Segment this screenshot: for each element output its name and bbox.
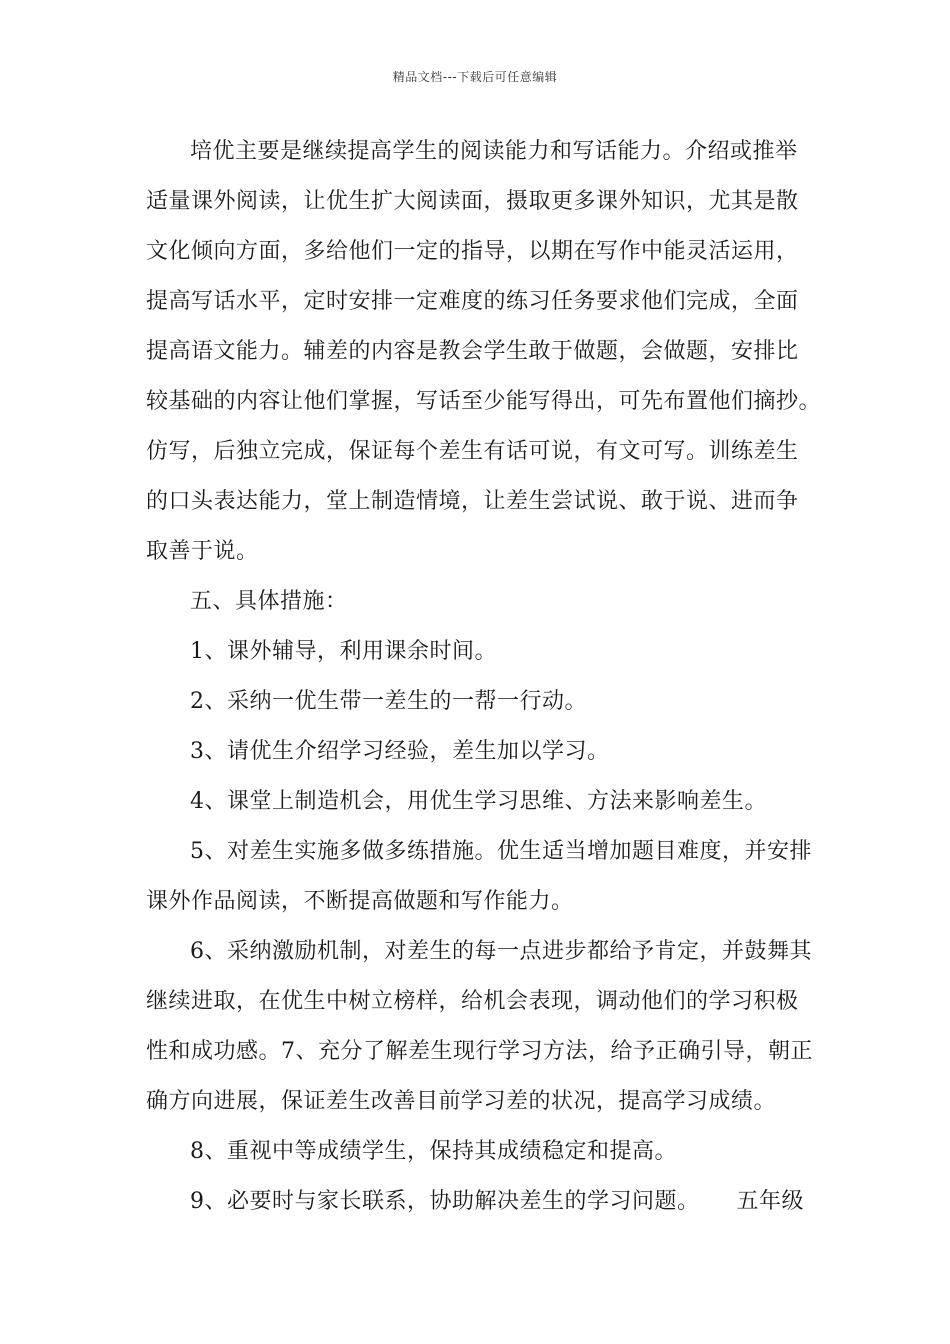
list-item: 8、重视中等成绩学生，保持其成绩稳定和提高。 [190,1139,677,1164]
document-body [146,134,822,1234]
list-item: 1、课外辅导，利用课余时间。 [190,639,497,664]
paragraph-line: 较基础的内容让他们掌握，写话至少能写得出，可先布置他们摘抄。 [146,389,822,414]
paragraph-line: 提高写话水平，定时安排一定难度的练习任务要求他们完成，全面 [146,289,799,314]
section-heading: 五、具体措施： [190,589,348,614]
page-header: 精品文档---下载后可任意编辑 [392,70,558,84]
list-item: 3、请优生介绍学习经验，差生加以学习。 [190,739,610,764]
paragraph-line: 提高语文能力。辅差的内容是教会学生敢于做题，会做题，安排比 [146,339,799,364]
list-item: 6、采纳激励机制，对差生的每一点进步都给予肯定，并鼓舞其 [190,939,812,964]
paragraph-line: 仿写，后独立完成，保证每个差生有话可说，有文可写。训练差生 [146,439,799,464]
list-item-continuation: 性和成功感。7、充分了解差生现行学习方法，给予正确引导，朝正 [146,1039,813,1064]
list-item: 2、采纳一优生带一差生的一帮一行动。 [190,689,587,714]
list-item-last [146,1184,816,1234]
list-item-continuation: 课外作品阅读，不断提高做题和写作能力。 [146,889,574,914]
paragraph-line: 取善于说。 [146,539,259,564]
grade-label: 五年级 [736,1189,804,1214]
list-item: 4、课堂上制造机会，用优生学习思维、方法来影响差生。 [190,789,767,814]
paragraph-line: 培优主要是继续提高学生的阅读能力和写话能力。介绍或推举 [190,139,798,164]
list-item-continuation: 确方向进展，保证差生改善目前学习差的状况，提高学习成绩。 [146,1089,777,1114]
list-item-text: 9、必要时与家长联系，协助解决差生的学习问题。 [190,1189,700,1214]
list-item-continuation: 继续进取，在优生中树立榜样，给机会表现，调动他们的学习积极 [146,989,799,1014]
paragraph-line: 的口头表达能力，堂上制造情境，让差生尝试说、敢于说、进而争 [146,489,799,514]
paragraph-line: 文化倾向方面，多给他们一定的指导，以期在写作中能灵活运用， [146,239,799,264]
list-item: 5、对差生实施多做多练措施。优生适当增加题目难度，并安排 [190,839,812,864]
paragraph-line: 适量课外阅读，让优生扩大阅读面，摄取更多课外知识，尤其是散 [146,189,799,214]
